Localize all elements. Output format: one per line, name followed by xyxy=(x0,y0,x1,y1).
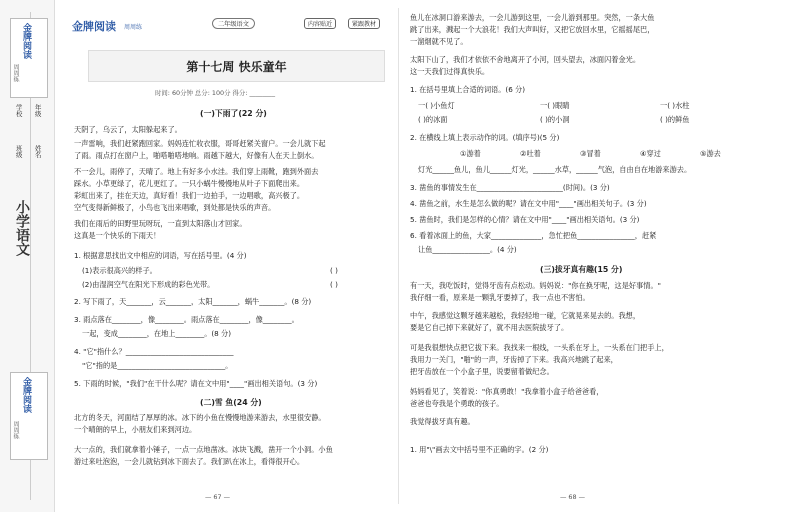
paragraph: 一声雷响，我们赶紧跑回家。妈妈连忙收衣服，哥哥赶紧关窗户。一会儿就下起 xyxy=(74,139,326,148)
paragraph: 太阳下山了，我们才依依不舍地离开了小河，回头望去，冰面闪着金光。 xyxy=(410,55,641,64)
question-2: 2. 写下雨了，天_______，云_______，太阳_______，蜗牛_______。(8 分) xyxy=(74,297,312,306)
paragraph: 大一点的，我们就拿着小锤子，一点一点地凿冰。冰块飞溅，凿开一个小洞。小鱼 xyxy=(74,445,333,454)
paragraph: 一溜烟就不见了。 xyxy=(410,37,468,46)
logo-text-bottom: 金牌阅读 xyxy=(21,377,31,413)
option: ③冒着 xyxy=(580,149,601,158)
paragraph: 空气变得新鲜极了，小鸟也飞出来唱歌，到处都是快乐的声音。 xyxy=(74,203,276,212)
paragraph: 北方的冬天，河面结了厚厚的冰。冰下的小鱼在慢慢地游来游去，水里很安静。 xyxy=(74,413,326,422)
section-title-2: (二)雪 鱼(24 分) xyxy=(200,398,262,407)
paragraph: 鱼儿在冰洞口游来游去，一会儿游到这里，一会儿游到那里。突然，一条大鱼 xyxy=(410,13,655,22)
paragraph: 我用力一关门，"啪"的一声，牙齿掉了下来。我高兴地跳了起来， xyxy=(410,355,618,364)
page-divider xyxy=(398,8,399,504)
logo-sub-bottom: 周周练 xyxy=(12,421,19,439)
question-1b: (2)由湿润空气在阳光下形成的彩色光带。 xyxy=(82,280,215,289)
paragraph: 一个晴朗的早上，小朋友们来到河边。 xyxy=(74,425,197,434)
option: ②吐着 xyxy=(520,149,541,158)
question-r6b: 让鱼________________。(4 分) xyxy=(418,245,517,254)
question-3a: 3. 雨点落在________，像________。雨点落在________，像________。 xyxy=(74,315,299,324)
question-5: 5. 下雨的时候，"我们"在干什么呢？请在文中用"____"画出相关语句。(3 分) xyxy=(74,379,318,388)
option: ⑤游去 xyxy=(700,149,721,158)
question-r2: 2. 在横线上填上表示动作的词。(填序号)(5 分) xyxy=(410,133,560,142)
fill-line[interactable]: 灯光______鱼儿，鱼儿______灯光，______水草，______气泡，自由自在地游来游去。 xyxy=(418,165,692,174)
paragraph: 妈妈看见了，笑着说："你真勇敢！"我拿着小盒子给爸爸看， xyxy=(410,387,604,396)
series-badge: 二年级语文 xyxy=(212,18,255,29)
paragraph: 跳了出来，溅起一个大浪花！我们大声叫好，又把它放回水里，它摇摇尾巴， xyxy=(410,25,655,34)
field-school: 学校 xyxy=(14,104,23,117)
question-4a: 4. "它"指什么？______________________________ xyxy=(74,347,234,356)
paragraph: 我们在雨后的田野里玩呀玩，一直到太阳落山才回家。 xyxy=(74,219,247,228)
paragraph: 游过来吐泡泡，一会儿就钻到冰下面去了。我们趴在冰上，看得很开心。 xyxy=(74,457,305,466)
word-blank[interactable]: ( )的冰面 xyxy=(418,115,448,124)
paragraph: 我仔细一看，原来是一颗乳牙要掉了，我一点也不害怕。 xyxy=(410,293,590,302)
time-score-info: 时间: 60分钟 总分: 100分 得分: ________ xyxy=(155,89,276,97)
question-r1: 1. 在括号里填上合适的词语。(6 分) xyxy=(410,85,526,94)
question-r4: 4. 凿鱼之前，水生是怎么做的呢？请在文中用"____"画出相关句子。(3 分) xyxy=(410,199,647,208)
section-title-1: (一)下雨了(22 分) xyxy=(200,109,267,118)
paragraph: 这一天我们过得真快乐。 xyxy=(410,67,490,76)
page-number-left: — 67 — xyxy=(205,493,230,501)
paragraph: 爸爸也夸我是个勇敢的孩子。 xyxy=(410,399,504,408)
paragraph: 天阴了，乌云了，太阳躲起来了。 xyxy=(74,125,182,134)
field-class: 班级 xyxy=(14,145,23,158)
paragraph: 中午，我感觉这颗牙越来越松，我轻轻地一碰，它就晃来晃去的。我想， xyxy=(410,311,641,320)
field-name: 姓名 xyxy=(33,145,42,158)
section-title-3: (三)拔牙真有趣(15 分) xyxy=(540,265,623,274)
paragraph: 要是它自己掉下来就好了，就不用去医院拔牙了。 xyxy=(410,323,569,332)
paragraph: 把牙齿放在一个小盒子里，说要留着做纪念。 xyxy=(410,367,554,376)
question-4b: "它"指的是______________________________。 xyxy=(82,361,233,370)
question-r6a: 6. 看着冰面上的鱼，大家______________，急忙把鱼________________，赶紧 xyxy=(410,231,657,240)
logo-text-top: 金牌阅读 xyxy=(21,23,31,59)
logo-top xyxy=(10,18,48,98)
brand-logo: 金牌阅读 xyxy=(72,20,116,33)
answer-blank-1b[interactable]: ( ) xyxy=(330,280,338,289)
tag-2: 紧跟教材 xyxy=(348,18,380,29)
option: ④穿过 xyxy=(640,149,661,158)
logo-sub-top: 周周练 xyxy=(12,64,19,82)
question-r3: 3. 凿鱼的事情发生在________________________(时间)。(3 分) xyxy=(410,183,610,192)
question-1: 1. 根据意思找出文中相应的词语，写在括号里。(4 分) xyxy=(74,251,247,260)
paragraph: 可是我很想快点把它拔下来。我找来一根线，一头系在牙上，一头系在门把手上， xyxy=(410,343,669,352)
page-number-right: — 68 — xyxy=(560,493,585,501)
brand-sub: 周周练 xyxy=(124,24,143,31)
paragraph: 有一天，我吃饭时，觉得牙齿有点松动。妈妈说："你在换牙呢，这是好事情。" xyxy=(410,281,661,290)
option: ①游着 xyxy=(460,149,481,158)
left-page-header xyxy=(62,8,392,42)
paragraph: 了雨。雨点打在窗户上，啪嗒啪嗒地响。雨越下越大，好像有人在天上倒水。 xyxy=(74,151,319,160)
word-blank[interactable]: 一( )小鱼灯 xyxy=(418,101,455,110)
question-1a: (1)表示很高兴的样子。 xyxy=(82,266,157,275)
week-title: 第十七周 快乐童年 xyxy=(186,60,287,74)
paragraph: 我觉得拔牙真有趣。 xyxy=(410,417,475,426)
question-r5: 5. 凿鱼时，我们是怎样的心情？请在文中用"____"画出相关语句。(3 分) xyxy=(410,215,640,224)
question-r7: 1. 用"\"画去文中括号里不正确的字。(2 分) xyxy=(410,445,549,454)
word-blank[interactable]: 一( )水柱 xyxy=(660,101,690,110)
paragraph: 彩虹出来了，挂在天边，真好看！我们一边拍手，一边唱歌，高兴极了。 xyxy=(74,191,305,200)
paragraph: 踩水。小草更绿了，花儿更红了。一只小蜗牛慢慢地从叶子下面爬出来。 xyxy=(74,179,305,188)
word-blank[interactable]: ( )的小洞 xyxy=(540,115,570,124)
logo-bottom xyxy=(10,372,48,460)
word-blank[interactable]: 一( )眼睛 xyxy=(540,101,570,110)
word-blank[interactable]: ( )的鲜鱼 xyxy=(660,115,690,124)
paragraph: 不一会儿，雨停了，天晴了。地上有好多小水洼。我们穿上雨靴，跑到外面去 xyxy=(74,167,319,176)
tag-1: 内容贴近 xyxy=(304,18,336,29)
answer-blank-1a[interactable]: ( ) xyxy=(330,266,338,275)
vertical-title: 小学语文 xyxy=(14,200,30,256)
question-3b: 一起，变成________，在地上________。(8 分) xyxy=(82,329,232,338)
week-title-box xyxy=(88,50,385,82)
paragraph: 这真是一个快乐的下雨天！ xyxy=(74,231,161,240)
field-grade: 年级 xyxy=(33,104,42,117)
